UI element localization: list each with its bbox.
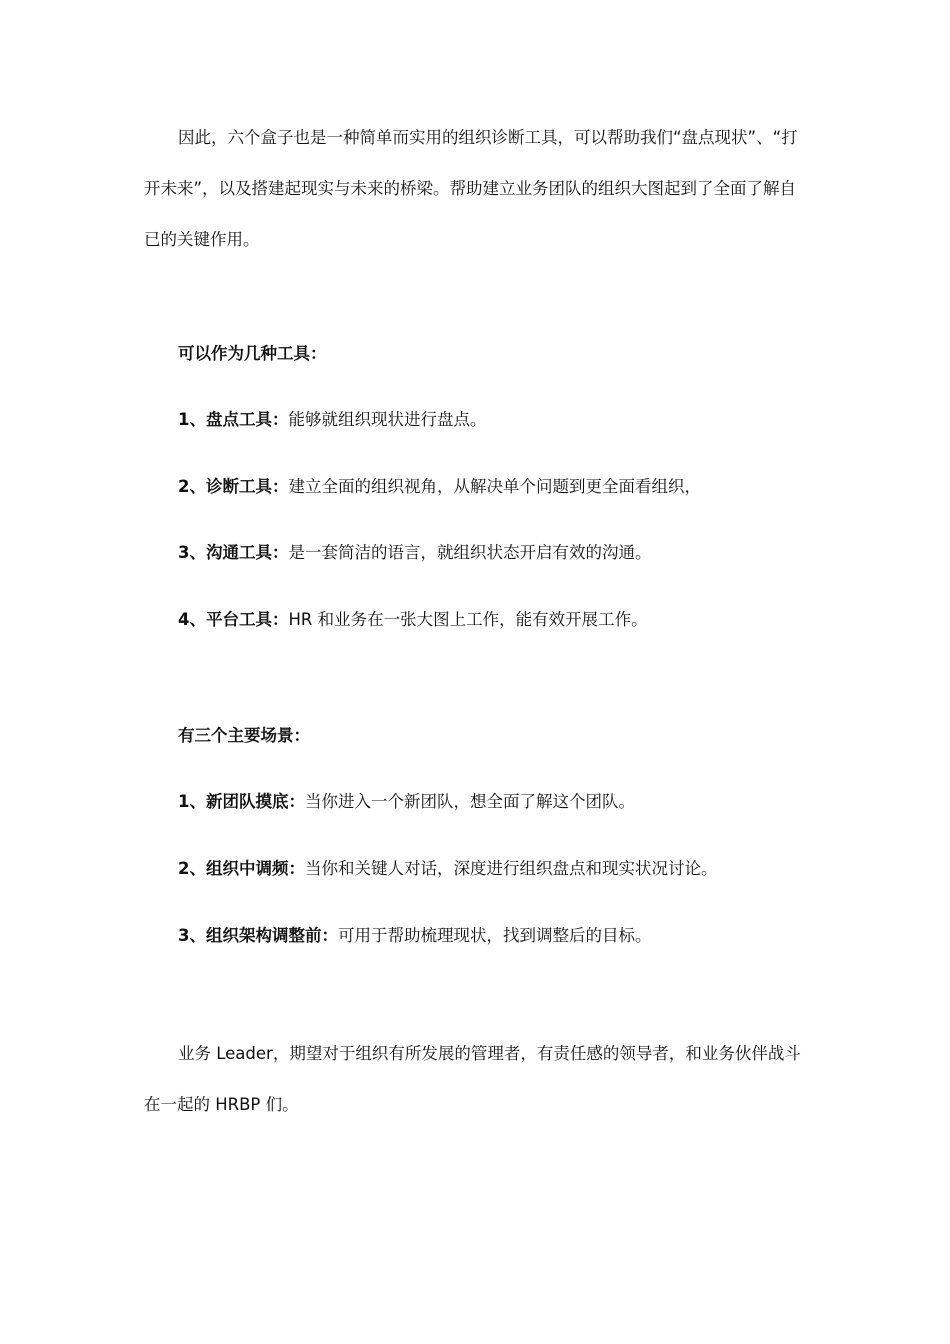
scenarios-item	[178, 790, 635, 814]
tools-item-label: 1、盘点工具：	[178, 410, 289, 429]
scenarios-item-label: 1、新团队摸底：	[178, 792, 305, 811]
tools-item	[178, 541, 651, 565]
scenarios-item-label: 3、组织架构调整前：	[178, 926, 338, 945]
scenarios-item	[178, 857, 717, 881]
scenarios-item-text: 可用于帮助梳理现状，找到调整后的目标。	[337, 926, 652, 945]
tools-item-text: 是一套简洁的语言，就组织状态开启有效的沟通。	[288, 543, 652, 562]
tools-heading: 可以作为几种工具：	[178, 344, 327, 363]
tools-item	[178, 475, 701, 499]
tools-item-label: 3、沟通工具：	[178, 543, 289, 562]
tools-item-text: 能够就组织现状进行盘点。	[288, 410, 487, 429]
closing-paragraph: 业务 Leader，期望对于组织有所发展的管理者，有责任感的领导者，和业务伙伴战斗在一起的 HRBP 们。	[144, 1044, 801, 1114]
scenarios-item-label: 2、组织中调频：	[178, 859, 305, 878]
scenarios-item	[178, 924, 651, 948]
tools-item-label: 4、平台工具：	[178, 610, 289, 629]
tools-item	[178, 608, 648, 632]
tools-item	[178, 408, 486, 432]
tools-item-text: HR 和业务在一张大图上工作，能有效开展工作。	[288, 610, 648, 629]
tools-item-text: 建立全面的组织视角，从解决单个问题到更全面看组织，	[288, 477, 701, 496]
scenarios-item-text: 当你和关键人对话，深度进行组织盘点和现实状况讨论。	[304, 859, 718, 878]
intro-paragraph: 因此，六个盒子也是一种简单而实用的组织诊断工具，可以帮助我们“盘点现状”、“打开未来”，以及搭建起现实与未来的桥梁。帮助建立业务团队的组织大图起到了全面了解自已的关键作用。	[144, 128, 798, 249]
tools-item-label: 2、诊断工具：	[178, 477, 289, 496]
scenarios-item-text: 当你进入一个新团队，想全面了解这个团队。	[304, 792, 635, 811]
scenarios-heading: 有三个主要场景：	[178, 726, 310, 745]
